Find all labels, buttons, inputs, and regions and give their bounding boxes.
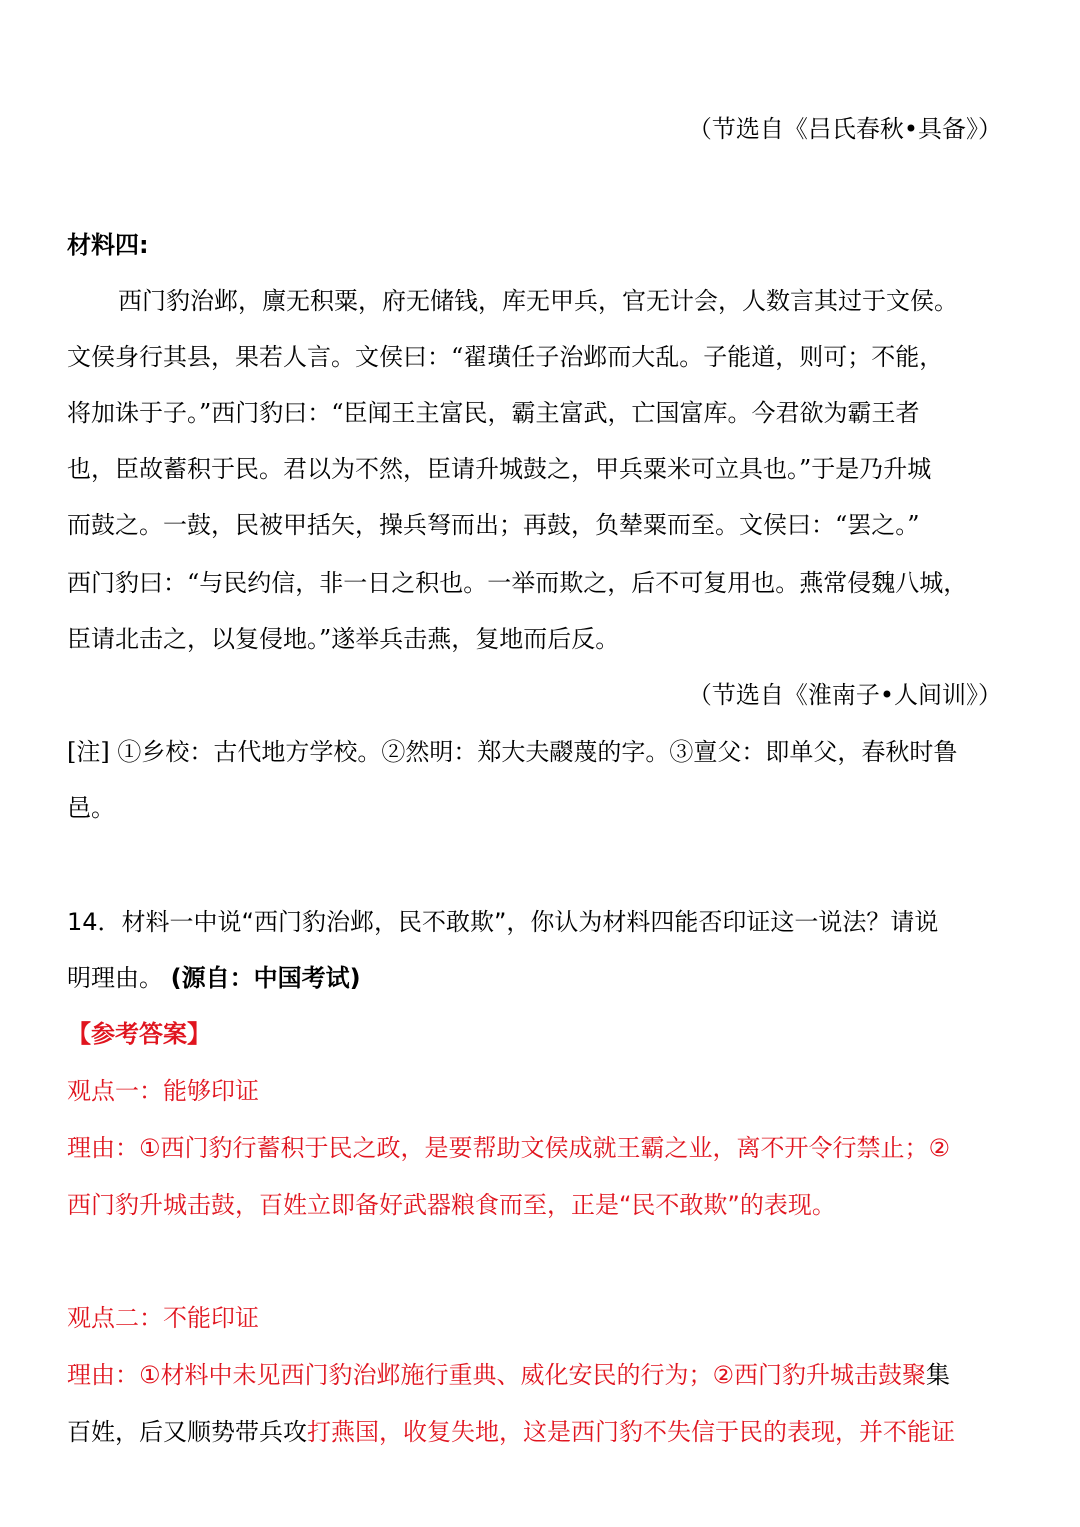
question-source: (源自：中国考试) xyxy=(170,964,361,992)
material4-line-4: 也，臣故蓄积于民。君以为不然，臣请升城鼓之，甲兵粟米可立具也。”于是乃升城 xyxy=(67,455,932,483)
answer-reason-2-red-part: 理由：①材料中未见西门豹治邺施行重典、威化安民的行为；②西门豹升城击鼓聚 xyxy=(67,1361,927,1389)
answer-reason-2-line-2 xyxy=(67,1415,955,1449)
answer-view-2: 观点二：不能印证 xyxy=(67,1304,259,1332)
answer-reason-2-line-2-red: 打燕国，收复失地，这是西门豹不失信于民的表现，并不能证 xyxy=(307,1418,955,1446)
note-line-2: 邑。 xyxy=(67,794,115,822)
question-14-text: 明理由。 xyxy=(67,964,171,992)
material4-heading: 材料四: xyxy=(67,231,149,259)
answer-heading: 【参考答案】 xyxy=(67,1020,211,1048)
answer-reason-1-line-1: 理由：①西门豹行蓄积于民之政，是要帮助文侯成就王霸之业，离不开令行禁止；② xyxy=(67,1134,951,1162)
material4-line-2: 文侯身行其县，果若人言。文侯曰：“翟璜任子治邺而大乱。子能道，则可；不能， xyxy=(67,343,944,371)
source-lushi-chunqiu: （节选自《吕氏春秋•具备》） xyxy=(687,115,1002,143)
material4-line-6: 西门豹曰：“与民约信，非一日之积也。一举而欺之，后不可复用也。燕常侵魏八城， xyxy=(67,569,968,597)
answer-view-1: 观点一：能够印证 xyxy=(67,1077,259,1105)
material4-line-7: 臣请北击之，以复侵地。”遂举兵击燕，复地而后反。 xyxy=(67,625,620,653)
answer-reason-1-line-2: 西门豹升城击鼓，百姓立即备好武器粮食而至，正是“民不敢欺”的表现。 xyxy=(67,1191,836,1219)
question-14-line-2 xyxy=(67,961,361,995)
answer-reason-2-line-2-black: 百姓，后又顺势带兵攻 xyxy=(67,1418,307,1446)
source-huainanzi: （节选自《淮南子•人间训》） xyxy=(687,681,1002,709)
answer-reason-2-black-part: 集 xyxy=(926,1361,951,1389)
answer-reason-2-line-1 xyxy=(67,1358,950,1392)
material4-line-1: 西门豹治邺，廪无积粟，府无储钱，库无甲兵，官无计会，人数言其过于文侯。 xyxy=(118,287,958,315)
material4-line-5: 而鼓之。一鼓，民被甲括矢，操兵弩而出；再鼓，负辇粟而至。文侯曰：“罢之。” xyxy=(67,511,920,539)
material4-line-3: 将加诛于子。”西门豹曰：“臣闻王主富民，霸主富武，亡国富库。今君欲为霸王者 xyxy=(67,399,920,427)
note-line-1: [注] ①乡校：古代地方学校。②然明：郑大夫鬷蔑的字。③亶父：即单父，春秋时鲁 xyxy=(67,738,958,766)
question-14-line-1: 14．材料一中说“西门豹治邺，民不敢欺”，你认为材料四能否印证这一说法？请说 xyxy=(67,908,939,936)
